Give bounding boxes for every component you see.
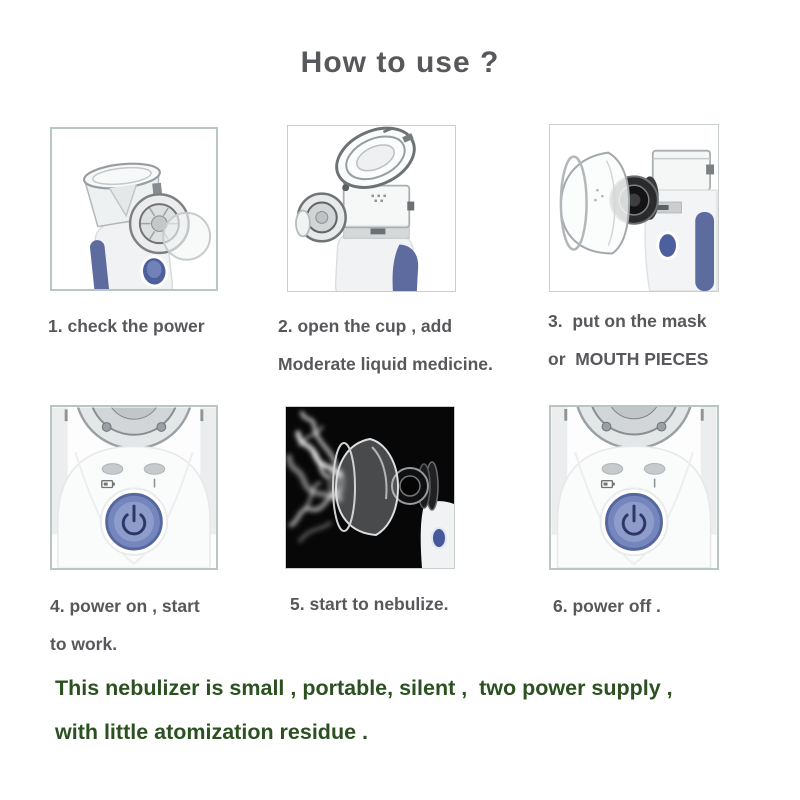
step4-caption <box>50 596 200 655</box>
step5-caption <box>290 594 449 632</box>
step3-photo <box>549 124 719 292</box>
step4-photo <box>50 405 218 570</box>
nebulizer-side-illustration <box>52 129 216 289</box>
step3-caption <box>548 311 708 370</box>
caption-line: 4. power on , start <box>50 596 200 616</box>
caption-line: to work. <box>50 634 118 654</box>
note-line: with little atomization residue . <box>55 719 368 744</box>
caption-line: or MOUTH PIECES <box>548 349 709 369</box>
footer-note <box>55 676 673 746</box>
caption-line: 1. check the power <box>48 316 205 336</box>
step2-photo <box>287 125 456 292</box>
nebulizer-front-illustration <box>551 407 717 568</box>
step1-caption <box>48 316 205 354</box>
step6-caption <box>553 596 661 634</box>
nebulizer-mask-illustration <box>550 125 718 291</box>
note-line: This nebulizer is small , portable, silent , two power supply , <box>55 676 673 700</box>
step5-photo <box>285 406 455 569</box>
step2-caption <box>278 316 493 375</box>
nebulizer-front-illustration <box>52 407 216 568</box>
caption-line: 5. start to nebulize. <box>290 594 449 614</box>
step1-photo <box>50 127 218 291</box>
nebulizer-open-lid-illustration <box>288 126 455 291</box>
caption-line: 6. power off . <box>553 596 661 616</box>
nebulizing-mist-illustration <box>286 407 454 568</box>
caption-line: Moderate liquid medicine. <box>278 354 493 374</box>
page-title: How to use ? <box>300 46 500 79</box>
caption-line: 3. put on the mask <box>548 311 707 331</box>
caption-line: 2. open the cup , add <box>278 316 453 336</box>
step6-photo <box>549 405 719 570</box>
